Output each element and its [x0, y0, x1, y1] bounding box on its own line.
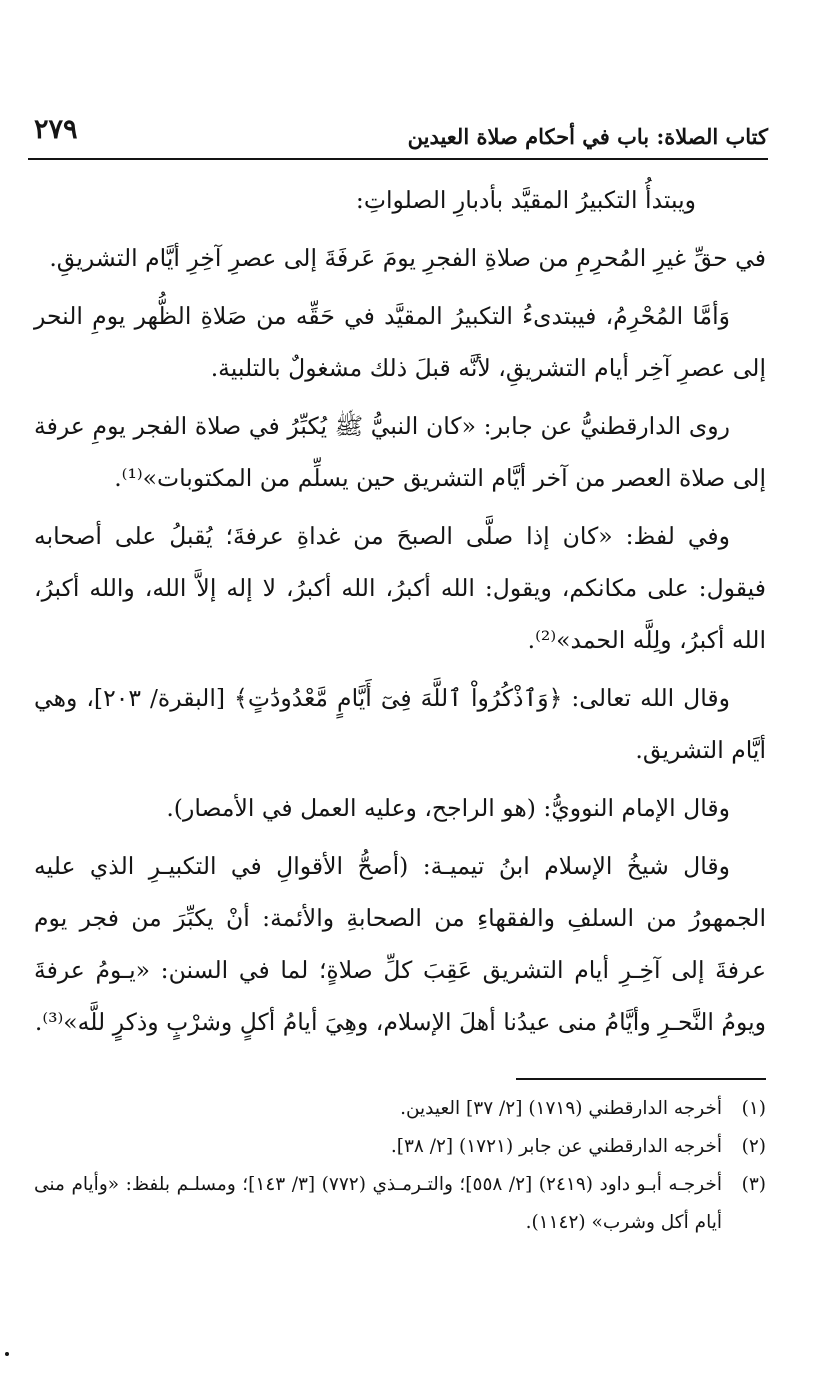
footnote-text: أخرجه الدارقطني عن جابر (١٧٢١) [٢/ ٣٨]. [390, 1136, 722, 1157]
footnote-2 [34, 1128, 766, 1166]
footnote-text: أخرجه الدارقطني (١٧١٩) [٢/ ٣٧] العيدين. [400, 1098, 722, 1119]
paragraph-daraqutni: روى الدارقطنيُّ عن جابر: «كان النبيُّ ﷺ يُكبِّرُ في صلاة الفجر يومِ عرفة إلى صلاة العصر من آخر أيَّام التشريق حين يسلِّم من المكتوبات»⁽¹⁾. [34, 412, 766, 492]
footnote-text: أخرجـه أبـو داود (٢٤١٩) [٢/ ٥٥٨]؛ والتـرمـذي (٧٧٢) [٣/ ١٤٣]؛ ومسلـم بلفظ: «وأيام منى أيام أكل وشرب» (١١٤٢). [34, 1174, 722, 1233]
paragraph-other-wording: وفي لفظ: «كان إذا صلَّى الصبحَ من غداةِ عرفةَ؛ يُقبلُ على أصحابه فيقول: على مكانكم، ويقول: الله أكبرُ، الله أكبرُ، لا إله إلاَّ الله، والله أكبرُ، الله أكبرُ، ولِلَّه الحمد»⁽²⁾. [34, 522, 766, 654]
paragraph-ibn-taymiyyah: وقال شيخُ الإسلام ابنُ تيميـة: (أصحُّ الأقوالِ في التكبيـرِ الذي عليه الجمهورُ من السلفِ والفقهاءِ من الصحابةِ والأئمة: أنْ يكبِّرَ من فجر يوم عرفةَ إلى آخِـرِ أيام التشريق عَقِبَ كلِّ صلاةٍ؛ لما في السنن: «يـومُ عرفةَ ويومُ النَّحـرِ وأيَّامُ منى عيدُنا أهلَ الإسلام، وهِيَ أيامُ أكلٍ وشرْبٍ وذكرٍ للَّه»⁽³⁾. [34, 852, 766, 1036]
scan-speck [5, 1352, 9, 1356]
paragraph-quran-verse: وقال الله تعالى: ﴿وَٱذْكُرُواْ ٱللَّهَ فِىٓ أَيَّامٍ مَّعْدُودَٰتٍ﴾ [البقرة/ ٢٠٣]، وهي أيَّام التشريق. [34, 684, 766, 764]
footnote-1 [34, 1090, 766, 1128]
paragraph-intro: ويبتدأُ التكبيرُ المقيَّد بأدبارِ الصلواتِ: [355, 186, 696, 214]
footnote-rule [516, 1078, 766, 1080]
footnotes [34, 1090, 766, 1242]
footnote-number: (٣) [741, 1174, 766, 1195]
footnote-number: (١) [741, 1098, 766, 1119]
running-title: كتاب الصلاة: باب في أحكام صلاة العيدين [407, 124, 768, 149]
paragraph-muhrim: وَأمَّا المُحْرِمُ، فيبتدىءُ التكبيرُ المقيَّد في حَقِّه من صَلاةِ الظُّهر يومِ النحر إلى عصرِ آخِر أيام التشريقِ، لأنَّه قبلَ ذلك مشغولٌ بالتلبية. [34, 302, 766, 382]
footnote-3 [34, 1166, 766, 1242]
main-text [34, 174, 766, 1054]
page-number: ٢٧٩ [34, 114, 78, 145]
paragraph-nawawi: وقال الإمام النوويُّ: (هو الراجح، وعليه العمل في الأمصار). [166, 794, 730, 822]
footnote-number: (٢) [741, 1136, 766, 1157]
paragraph-non-muhrim: في حقِّ غيرِ المُحرِمِ من صلاةِ الفجرِ يومَ عَرفَةَ إلى عصرِ آخِرِ أيَّام التشريقِ. [49, 244, 766, 272]
header-rule [28, 158, 768, 160]
page-header [28, 112, 768, 156]
